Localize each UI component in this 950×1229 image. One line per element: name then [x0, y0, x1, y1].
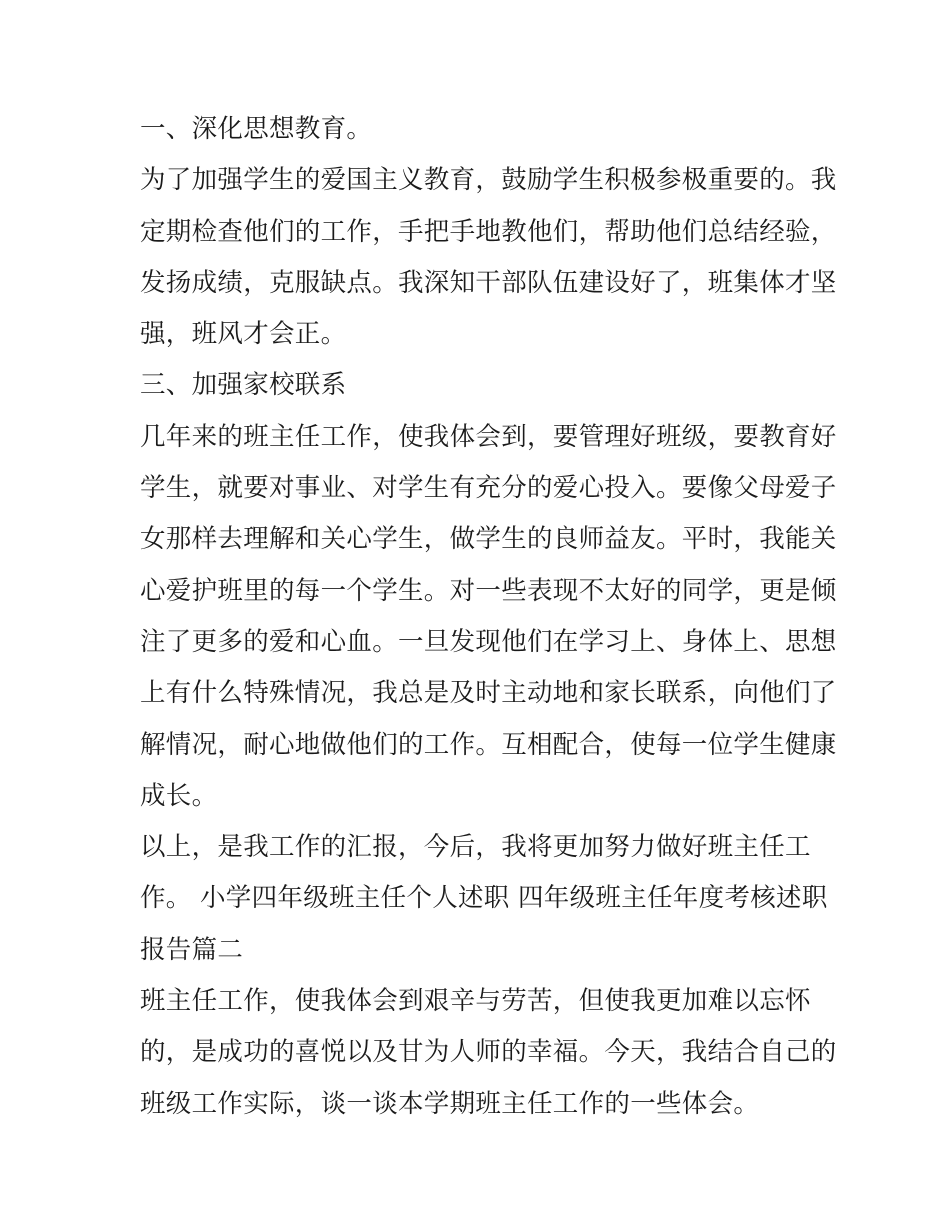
- text-line: 班主任工作，使我体会到艰辛与劳苦，但使我更加难以忘怀: [140, 986, 811, 1017]
- text-line: 的，是成功的喜悦以及甘为人师的幸福。今天，我结合自己的: [140, 1037, 837, 1068]
- section-heading-report-part-two: 报告篇二: [140, 934, 244, 965]
- document-body: [140, 104, 837, 1130]
- text-line: 为了加强学生的爱国主义教育，鼓励学生积极参极重要的。我: [140, 165, 837, 196]
- text-line: 注了更多的爱和心血。一旦发现他们在学习上、身体上、思想: [140, 626, 837, 657]
- section-heading-home-school-contact: 三、加强家校联系: [140, 370, 347, 401]
- text-line: 成长。: [140, 780, 218, 811]
- text-line: 女那样去理解和关心学生，做学生的良师益友。平时，我能关: [140, 524, 837, 555]
- text-line: 作。 小学四年级班主任个人述职 四年级班主任年度考核述职: [140, 883, 828, 914]
- text-line: 班级工作实际，谈一谈本学期班主任工作的一些体会。: [140, 1088, 760, 1119]
- text-line: 以上，是我工作的汇报，今后，我将更加努力做好班主任工: [140, 832, 811, 863]
- text-line: 定期检查他们的工作，手把手地教他们，帮助他们总结经验，: [140, 216, 837, 247]
- text-line: 上有什么特殊情况，我总是及时主动地和家长联系，向他们了: [140, 678, 837, 709]
- text-line: 发扬成绩，克服缺点。我深知干部队伍建设好了，班集体才坚: [140, 267, 837, 298]
- text-line: 强，班风才会正。: [140, 319, 347, 350]
- text-line: 几年来的班主任工作，使我体会到，要管理好班级，要教育好: [140, 421, 837, 452]
- text-line: 心爱护班里的每一个学生。对一些表现不太好的同学，更是倾: [140, 575, 837, 606]
- text-line: 学生，就要对事业、对学生有充分的爱心投入。要像父母爱子: [140, 473, 837, 504]
- section-heading-deepen-ideological-education: 一、深化思想教育。: [140, 114, 373, 144]
- text-line: 解情况，耐心地做他们的工作。互相配合，使每一位学生健康: [140, 729, 837, 760]
